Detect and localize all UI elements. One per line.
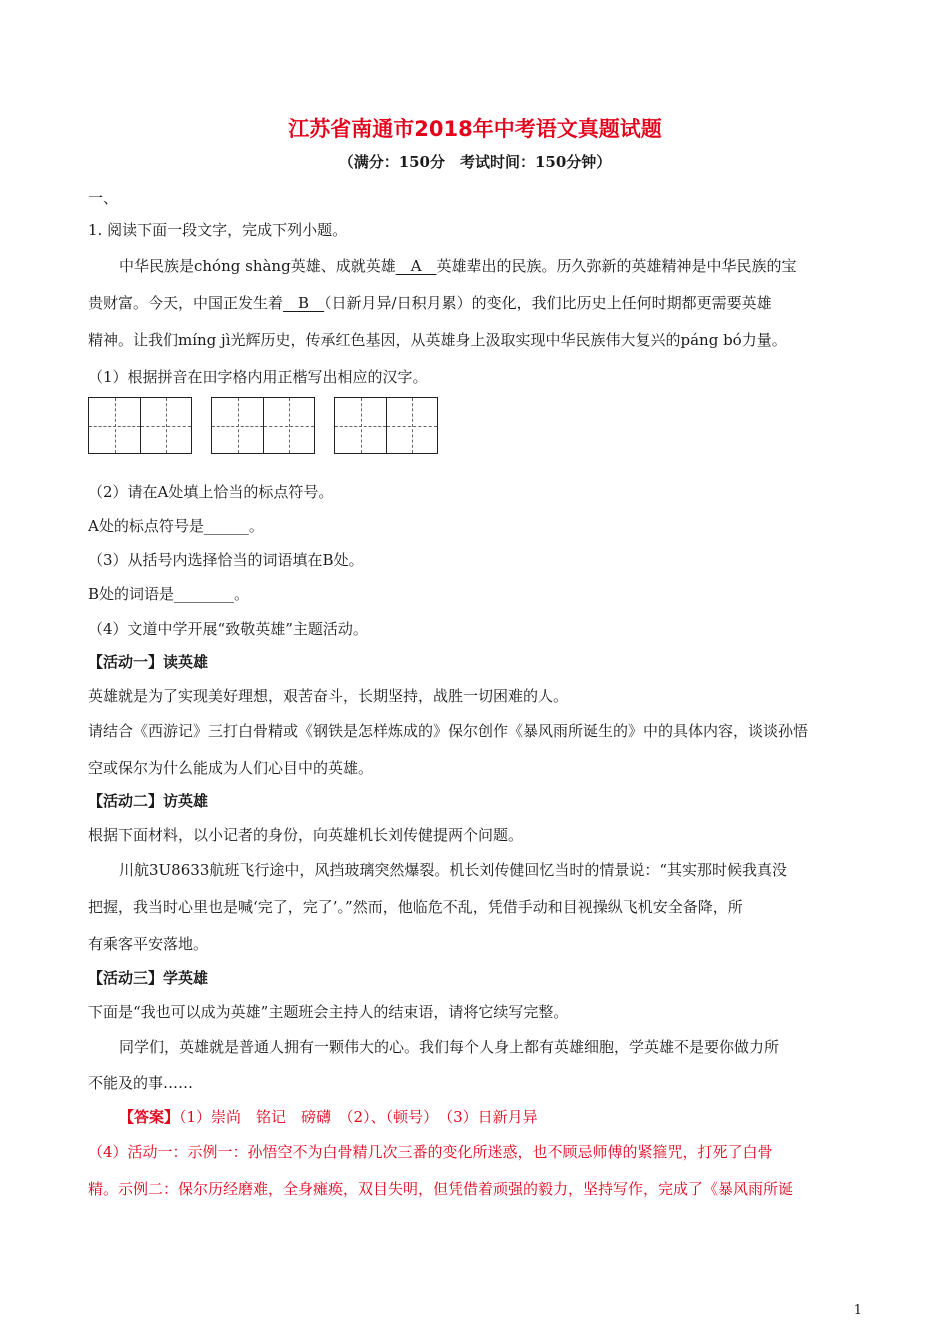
tianzige-group-1 (88, 397, 192, 454)
activity-1-text: 英雄就是为了实现美好理想，艰苦奋斗，长期坚持，战胜一切困难的人。 (88, 687, 569, 705)
activity-1-text: 请结合《西游记》三打白骨精或《钢铁是怎样炼成的》保尔创作《暴风雨所诞生的》中的具体内容，谈谈孙悟 (88, 722, 809, 740)
passage-line-3: 精神。让我们míng jì光辉历史，传承红色基因，从英雄身上汲取实现中华民族伟大复兴的páng bó力量。 (88, 331, 787, 349)
answer-line-2: （4）活动一：示例一：孙悟空不为白骨精几次三番的变化所迷惑，也不顾忌师傅的紧箍咒，打死了白骨 (88, 1143, 773, 1161)
tianzige-cell (263, 398, 314, 453)
answer-label: 【答案】 (119, 1108, 180, 1126)
activity-1-heading: 【活动一】读英雄 (88, 653, 209, 671)
activity-2-text: 根据下面材料，以小记者的身份，向英雄机长刘传健提两个问题。 (88, 826, 524, 844)
passage-text: 英雄辈出的民族。历久弥新的英雄精神是中华民族的宝 (436, 257, 797, 275)
sub-question-4: （4）文道中学开展“致敬英雄”主题活动。 (88, 620, 368, 638)
tianzige-cell (89, 398, 140, 453)
section-heading: 一、 (88, 189, 119, 207)
activity-2-text: 把握，我当时心里也是喊‘完了，完了’。”然而，他临危不乱，凭借手动和目视操纵飞机安全备降，所 (88, 898, 743, 916)
exam-info: （满分：150分 考试时间：150分钟） (338, 153, 612, 171)
answer-text: （1）崇尚 铭记 磅礴 （2）、（顿号） （3）日新月异 (179, 1108, 538, 1126)
activity-3-text: 同学们，英雄就是普通人拥有一颗伟大的心。我们每个人身上都有英雄细胞，学英雄不是要你做力所 (119, 1038, 780, 1056)
answer-line-a: A处的标点符号是______。 (88, 517, 264, 535)
tianzige-group-2 (211, 397, 315, 454)
passage-text: （日新月异/日积月累）的变化，我们比历史上任何时期都更需要英雄 (324, 294, 772, 312)
activity-2-text: 川航3U8633航班飞行途中，风挡玻璃突然爆裂。机长刘传健回忆当时的情景说：“其实那时候我真没 (119, 861, 788, 879)
answer-line-b: B处的词语是________。 (88, 585, 250, 603)
sub-question-2: （2）请在A处填上恰当的标点符号。 (88, 483, 334, 501)
tianzige-cell (335, 398, 386, 453)
passage-text: 中华民族是chóng shàng英雄、成就英雄 (119, 257, 396, 275)
answer-line-1 (119, 1106, 538, 1128)
question-1: 1. 阅读下面一段文字，完成下列小题。 (88, 221, 348, 239)
sub-question-1: （1）根据拼音在田字格内用正楷写出相应的汉字。 (88, 368, 428, 386)
activity-3-text: 下面是“我也可以成为英雄”主题班会主持人的结束语，请将它续写完整。 (88, 1003, 569, 1021)
activity-3-text: 不能及的事…… (88, 1074, 194, 1092)
answer-line-3: 精。示例二：保尔历经磨难，全身瘫痪，双目失明，但凭借着顽强的毅力，坚持写作，完成了《暴风雨所诞 (88, 1180, 794, 1198)
page-title: 江苏省南通市2018年中考语文真题试题 (288, 117, 662, 141)
blank-b: B (283, 294, 325, 312)
tianzige-cell (386, 398, 437, 453)
tianzige-group-3 (334, 397, 438, 454)
passage-text: 贵财富。今天，中国正发生着 (88, 294, 284, 312)
activity-2-heading: 【活动二】访英雄 (88, 792, 209, 810)
passage-line-2 (88, 292, 772, 314)
activity-2-text: 有乘客平安落地。 (88, 935, 209, 953)
page-number: 1 (853, 1303, 862, 1318)
passage-line-1 (119, 255, 797, 277)
blank-a: A (395, 257, 437, 275)
tianzige-grids (88, 397, 438, 454)
activity-1-text: 空或保尔为什么能成为人们心目中的英雄。 (88, 759, 374, 777)
activity-3-heading: 【活动三】学英雄 (88, 969, 209, 987)
sub-question-3: （3）从括号内选择恰当的词语填在B处。 (88, 551, 364, 569)
tianzige-cell (212, 398, 263, 453)
tianzige-cell (140, 398, 191, 453)
